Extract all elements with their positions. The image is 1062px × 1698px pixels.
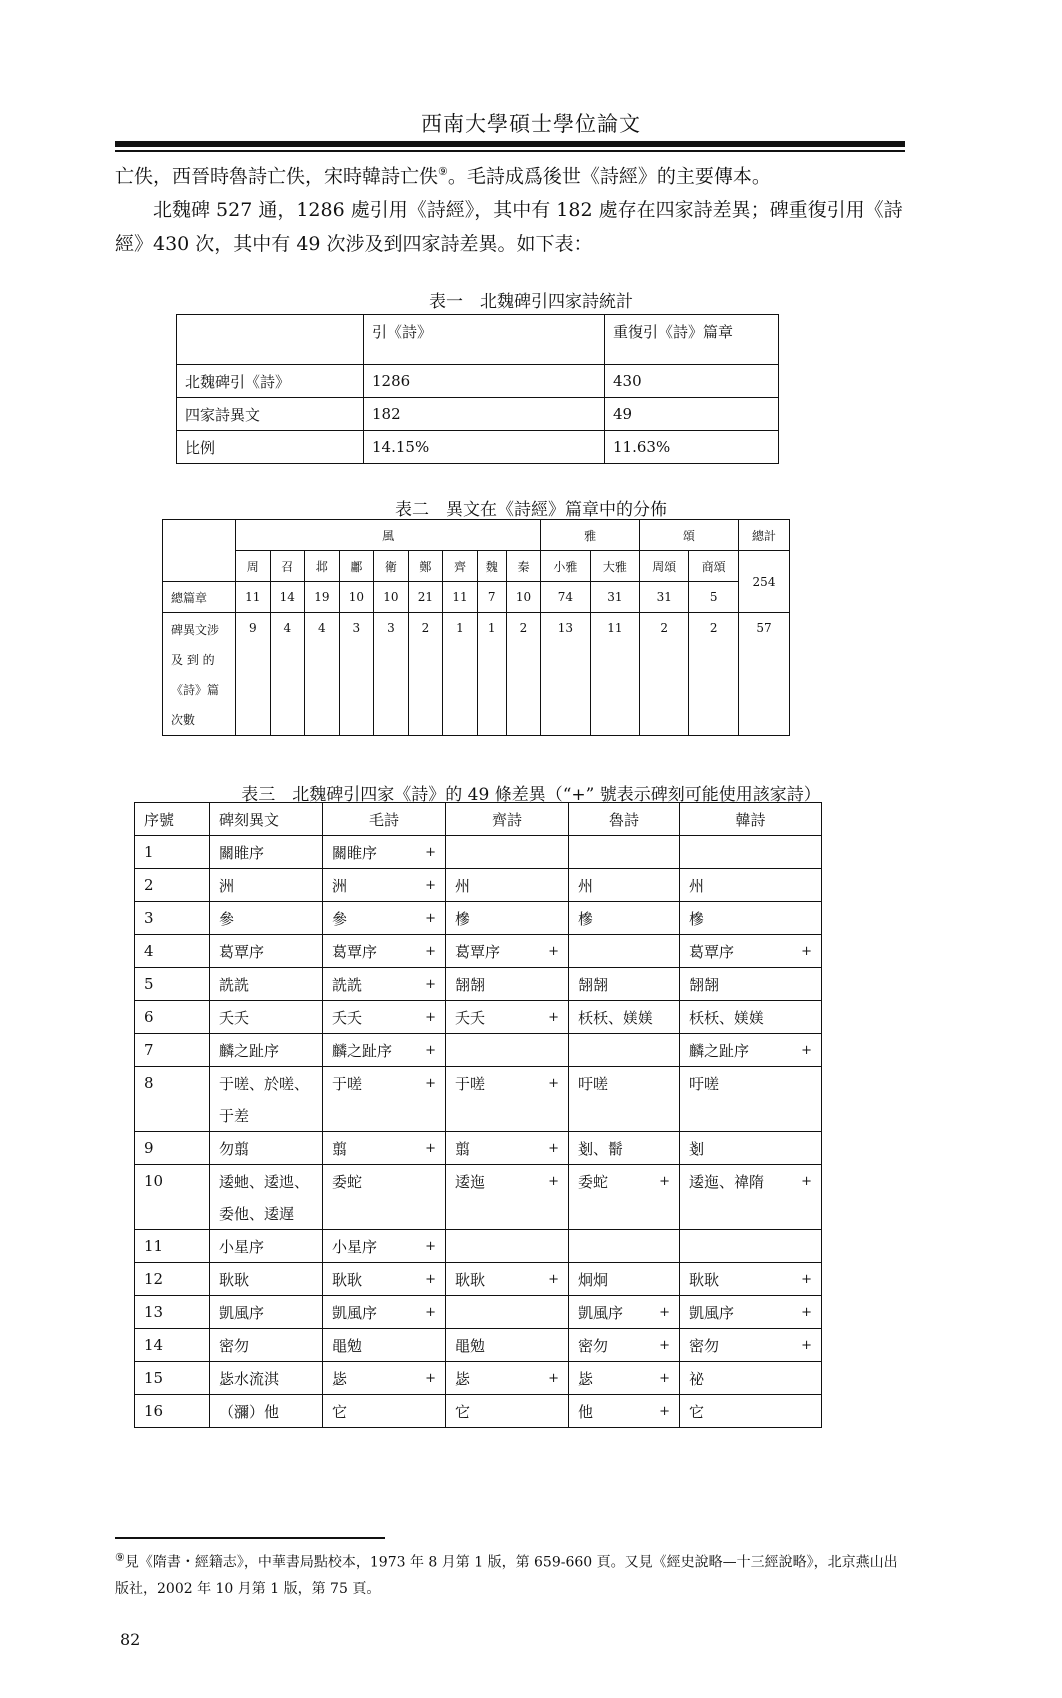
variant-text: 䎋䎋 — [578, 975, 609, 994]
table2-group-total: 總計 — [739, 520, 790, 551]
table3-caption: 表三 北魏碑引四家《詩》的 49 條差異（“+” 號表示碑刻可能使用該家詩） — [241, 785, 821, 805]
table3-stele-cell: 凱風序 — [210, 1296, 323, 1329]
variant-text: 委蛇 — [332, 1172, 363, 1191]
table3-stele-cell: 參 — [210, 902, 323, 935]
table3-lu-cell — [569, 1296, 680, 1329]
running-header: 西南大學碩士學位論文 — [421, 112, 641, 136]
table2-cell: 9 — [236, 613, 271, 736]
table3-stele-cell: 逶虵、逶迆、 委他、逶遅 — [210, 1165, 323, 1230]
plus-mark: + — [801, 1337, 812, 1353]
plus-mark: + — [425, 976, 436, 992]
variant-text: 剗、鬋 — [578, 1139, 624, 1158]
table2-group-row — [163, 520, 790, 551]
table2-subheader: 大雅 — [590, 551, 639, 582]
table1-cell: 四家詩異文 — [177, 398, 364, 431]
variant-text: 黽勉 — [455, 1336, 486, 1355]
table3-qi-cell — [446, 1296, 569, 1329]
table2-subheader: 衛 — [374, 551, 409, 582]
table2-cell: 10 — [506, 582, 541, 613]
table3-index-cell: 2 — [135, 869, 210, 902]
table2-cell: 3 — [374, 613, 409, 736]
table1-cell: 北魏碑引《詩》 — [177, 365, 364, 398]
table2-row-total — [163, 582, 790, 613]
plus-mark: + — [425, 1140, 436, 1156]
variant-text: 關睢序 — [332, 843, 378, 862]
table2-cell: 19 — [305, 582, 340, 613]
variant-text: 州 — [455, 876, 471, 895]
table3-mao-cell — [323, 1067, 446, 1132]
variant-text: 翦 — [455, 1139, 471, 1158]
table2-subheader-row — [163, 551, 790, 582]
table3-index-cell: 13 — [135, 1296, 210, 1329]
table3-stele-cell: （瀰）他 — [210, 1395, 323, 1428]
table2-cell: 31 — [590, 582, 639, 613]
table3-row — [135, 1329, 822, 1362]
table3-index-cell: 12 — [135, 1263, 210, 1296]
table3-header-cell: 齊詩 — [446, 803, 569, 836]
body-text — [115, 155, 905, 261]
table3-lu-cell — [569, 902, 680, 935]
plus-mark: + — [548, 1173, 559, 1189]
table1-caption: 表一 北魏碑引四家詩統計 — [429, 292, 633, 312]
table3-qi-cell — [446, 1230, 569, 1263]
variant-text: 參 — [332, 909, 348, 928]
table3-header-cell: 魯詩 — [569, 803, 680, 836]
table2-cell: 1 — [477, 613, 506, 736]
table3-lu-cell — [569, 1329, 680, 1362]
table3-qi-cell — [446, 1395, 569, 1428]
table2-cell: 13 — [541, 613, 590, 736]
table3-qi-cell — [446, 1067, 569, 1132]
table3-qi-cell — [446, 1001, 569, 1034]
table3 — [134, 802, 822, 1428]
plus-mark: + — [659, 1370, 670, 1386]
table3-lu-cell — [569, 1362, 680, 1395]
table3-header-cell: 毛詩 — [323, 803, 446, 836]
variant-text: 祕 — [689, 1369, 705, 1388]
variant-text: 詵詵 — [332, 975, 363, 994]
variant-text: 麟之趾序 — [332, 1041, 393, 1060]
table2-row-label: 總篇章 — [163, 582, 236, 613]
table2-cell: 11 — [236, 582, 271, 613]
paragraph-1: 亡佚，西晉時魯詩亡佚，宋時韓詩亡佚⑨。毛詩成爲後世《詩經》的主要傳本。 — [115, 165, 771, 188]
table2-subheader: 召 — [270, 551, 305, 582]
variant-text: 州 — [578, 876, 594, 895]
plus-mark: + — [425, 1009, 436, 1025]
table3-qi-cell — [446, 902, 569, 935]
table3-index-cell: 7 — [135, 1034, 210, 1067]
table2-subheader: 小雅 — [541, 551, 590, 582]
plus-mark: + — [425, 1238, 436, 1254]
table3-index-cell: 14 — [135, 1329, 210, 1362]
table3-qi-cell — [446, 1329, 569, 1362]
table3-han-cell — [680, 1296, 822, 1329]
table2-cell: 10 — [374, 582, 409, 613]
table3-han-cell — [680, 935, 822, 968]
table2-subheader: 周 — [236, 551, 271, 582]
table3-stele-cell: 麟之趾序 — [210, 1034, 323, 1067]
plus-mark: + — [801, 1042, 812, 1058]
variant-text: 枖枖、媄媄 — [578, 1008, 654, 1027]
table3-row — [135, 1296, 822, 1329]
table3-row — [135, 1034, 822, 1067]
table1-cell: 14.15% — [364, 431, 605, 464]
table3-lu-cell — [569, 1230, 680, 1263]
table1-cell: 11.63% — [605, 431, 779, 464]
plus-mark: + — [425, 943, 436, 959]
header-rule-thin — [115, 150, 905, 152]
table1-header-cell — [177, 315, 364, 365]
variant-text: 耿耿 — [689, 1270, 720, 1289]
table3-stele-cell: 洲 — [210, 869, 323, 902]
variant-text: 毖 — [332, 1369, 348, 1388]
table3-mao-cell — [323, 836, 446, 869]
variant-text: 凱風序 — [578, 1303, 624, 1322]
table2-cell: 31 — [640, 582, 689, 613]
variant-text: 洲 — [332, 876, 348, 895]
table3-han-cell — [680, 1001, 822, 1034]
table3-row — [135, 869, 822, 902]
plus-mark: + — [659, 1337, 670, 1353]
variant-text: 䎋䎋 — [689, 975, 720, 994]
table3-qi-cell — [446, 935, 569, 968]
table3-han-cell — [680, 1132, 822, 1165]
table3-han-cell — [680, 902, 822, 935]
table3-index-cell: 5 — [135, 968, 210, 1001]
table2-cell: 3 — [339, 613, 374, 736]
table1-cell: 比例 — [177, 431, 364, 464]
variant-text: 槮 — [455, 909, 471, 928]
table3-stele-cell: 葛覃序 — [210, 935, 323, 968]
plus-mark: + — [425, 910, 436, 926]
table3-mao-cell — [323, 1296, 446, 1329]
table1-row — [177, 398, 779, 431]
table3-qi-cell — [446, 1263, 569, 1296]
table3-row — [135, 1165, 822, 1230]
table2-cell: 2 — [506, 613, 541, 736]
variant-text: 它 — [455, 1402, 471, 1421]
plus-mark: + — [659, 1173, 670, 1189]
footnote-marker: ⑨ — [115, 1551, 125, 1564]
table3-han-cell — [680, 1230, 822, 1263]
table1 — [176, 314, 779, 464]
table3-lu-cell — [569, 1034, 680, 1067]
table2-cell: 2 — [689, 613, 739, 736]
table3-qi-cell — [446, 1034, 569, 1067]
table3-index-cell: 11 — [135, 1230, 210, 1263]
plus-mark: + — [425, 1304, 436, 1320]
table2-cell: 74 — [541, 582, 590, 613]
table3-han-cell — [680, 1329, 822, 1362]
table2-cell: 4 — [270, 613, 305, 736]
table2-cell: 1 — [443, 613, 478, 736]
table3-row — [135, 1362, 822, 1395]
table3-stele-cell: 詵詵 — [210, 968, 323, 1001]
variant-text: 䎋䎋 — [455, 975, 486, 994]
table3-row — [135, 1263, 822, 1296]
table3-index-cell: 6 — [135, 1001, 210, 1034]
variant-text: 翦 — [332, 1139, 348, 1158]
table2-group-feng: 風 — [236, 520, 541, 551]
plus-mark: + — [425, 877, 436, 893]
plus-mark: + — [801, 1304, 812, 1320]
table3-lu-cell — [569, 1132, 680, 1165]
table2-cell: 21 — [408, 582, 443, 613]
variant-text: 委蛇 — [578, 1172, 609, 1191]
table2-cell: 2 — [640, 613, 689, 736]
table3-index-cell: 16 — [135, 1395, 210, 1428]
plus-mark: + — [659, 1304, 670, 1320]
table3-stele-cell: 于嗟、於嗟、 于差 — [210, 1067, 323, 1132]
table2-cell: 10 — [339, 582, 374, 613]
table3-lu-cell — [569, 935, 680, 968]
variant-text: 它 — [332, 1402, 348, 1421]
variant-text: 耿耿 — [332, 1270, 363, 1289]
table3-mao-cell — [323, 902, 446, 935]
table3-mao-cell — [323, 968, 446, 1001]
table2-caption: 表二 異文在《詩經》篇章中的分佈 — [395, 500, 667, 520]
table2-cell: 7 — [477, 582, 506, 613]
table3-row — [135, 1395, 822, 1428]
table3-index-cell: 1 — [135, 836, 210, 869]
table2-subheader: 邶 — [305, 551, 340, 582]
variant-text: 槮 — [689, 909, 705, 928]
table3-row — [135, 968, 822, 1001]
table1-header-cell: 重復引《詩》篇章 — [605, 315, 779, 365]
table3-header-cell: 碑刻異文 — [210, 803, 323, 836]
variant-text: 槮 — [578, 909, 594, 928]
variant-text: 小星序 — [332, 1237, 378, 1256]
table2-cell: 14 — [270, 582, 305, 613]
table3-row — [135, 1132, 822, 1165]
plus-mark: + — [425, 1075, 436, 1091]
table3-mao-cell — [323, 1362, 446, 1395]
table1-row — [177, 365, 779, 398]
plus-mark: + — [801, 1173, 812, 1189]
variant-text: 逶迤 — [455, 1172, 486, 1191]
table1-cell: 1286 — [364, 365, 605, 398]
table3-mao-cell — [323, 1132, 446, 1165]
table2-cell: 11 — [590, 613, 639, 736]
table2-subheader: 魏 — [477, 551, 506, 582]
table1-cell: 182 — [364, 398, 605, 431]
plus-mark: + — [659, 1403, 670, 1419]
variant-text: 夭夭 — [332, 1008, 363, 1027]
table3-mao-cell — [323, 1034, 446, 1067]
table3-lu-cell — [569, 1263, 680, 1296]
table2-row-counts — [163, 613, 790, 736]
table3-row — [135, 1067, 822, 1132]
variant-text: 它 — [689, 1402, 705, 1421]
plus-mark: + — [425, 1042, 436, 1058]
table2-cell: 4 — [305, 613, 340, 736]
variant-text: 夭夭 — [455, 1008, 486, 1027]
variant-text: 枖枖、媄媄 — [689, 1008, 765, 1027]
table3-qi-cell — [446, 869, 569, 902]
plus-mark: + — [548, 943, 559, 959]
table3-lu-cell — [569, 869, 680, 902]
plus-mark: + — [548, 1271, 559, 1287]
variant-text: 州 — [689, 876, 705, 895]
plus-mark: + — [425, 844, 436, 860]
variant-text: 逶迤、禕隋 — [689, 1172, 765, 1191]
table1-cell: 430 — [605, 365, 779, 398]
variant-text: 凱風序 — [689, 1303, 735, 1322]
table2-cell: 5 — [689, 582, 739, 613]
table2-subheader: 鄭 — [408, 551, 443, 582]
variant-text: 密勿 — [578, 1336, 609, 1355]
table3-index-cell: 8 — [135, 1067, 210, 1132]
table3-stele-cell: 密勿 — [210, 1329, 323, 1362]
table3-han-cell — [680, 1165, 822, 1230]
variant-text: 葛覃序 — [455, 942, 501, 961]
footnote-rule — [115, 1537, 385, 1539]
page-number: 82 — [120, 1630, 141, 1649]
variant-text: 剗 — [689, 1139, 705, 1158]
table3-lu-cell — [569, 968, 680, 1001]
table3-stele-cell: 小星序 — [210, 1230, 323, 1263]
table3-han-cell — [680, 1395, 822, 1428]
variant-text: 凱風序 — [332, 1303, 378, 1322]
plus-mark: + — [548, 1370, 559, 1386]
variant-text: 麟之趾序 — [689, 1041, 750, 1060]
table2-group-ya: 雅 — [541, 520, 640, 551]
table3-lu-cell — [569, 1395, 680, 1428]
table3-index-cell: 3 — [135, 902, 210, 935]
plus-mark: + — [548, 1140, 559, 1156]
table2 — [162, 519, 790, 736]
table3-lu-cell — [569, 836, 680, 869]
table3-han-cell — [680, 869, 822, 902]
table3-han-cell — [680, 836, 822, 869]
table3-qi-cell — [446, 1165, 569, 1230]
variant-text: 他 — [578, 1402, 594, 1421]
plus-mark: + — [801, 1271, 812, 1287]
table3-han-cell — [680, 1362, 822, 1395]
table3-qi-cell — [446, 836, 569, 869]
table3-mao-cell — [323, 935, 446, 968]
variant-text: 吁嗟 — [689, 1074, 720, 1093]
table2-cell: 2 — [408, 613, 443, 736]
table3-header-row — [135, 803, 822, 836]
table3-mao-cell — [323, 1329, 446, 1362]
table3-index-cell: 15 — [135, 1362, 210, 1395]
table3-index-cell: 10 — [135, 1165, 210, 1230]
table1-cell: 49 — [605, 398, 779, 431]
paragraph-2: 北魏碑 527 通，1286 處引用《詩經》，其中有 182 處存在四家詩差異；碑重復引用《詩經》430 次，其中有 49 次涉及到四家詩差異。如下表： — [115, 199, 903, 256]
plus-mark: + — [548, 1075, 559, 1091]
table3-header-cell: 韓詩 — [680, 803, 822, 836]
table3-qi-cell — [446, 1132, 569, 1165]
table3-mao-cell — [323, 1263, 446, 1296]
table2-total-value: 254 — [739, 551, 790, 613]
table3-mao-cell — [323, 1230, 446, 1263]
variant-text: 葛覃序 — [332, 942, 378, 961]
table3-row — [135, 1001, 822, 1034]
table1-header-row — [177, 315, 779, 365]
table2-cell: 11 — [443, 582, 478, 613]
table3-stele-cell: 夭夭 — [210, 1001, 323, 1034]
table2-subheader: 周頌 — [640, 551, 689, 582]
header-rule-thick — [115, 141, 905, 147]
table3-index-cell: 9 — [135, 1132, 210, 1165]
footnote: ⑨見《隋書・經籍志》，中華書局點校本，1973 年 8 月第 1 版，第 659-660 頁。又見《經史說略—十三經說略》，北京燕山出版社，2002 年 10 月第 1 版，第 75 頁。 — [115, 1551, 898, 1597]
table3-qi-cell — [446, 1362, 569, 1395]
variant-text: 于嗟 — [332, 1074, 363, 1093]
table3-header-cell: 序號 — [135, 803, 210, 836]
table3-mao-cell — [323, 869, 446, 902]
table2-corner — [163, 520, 236, 582]
plus-mark: + — [548, 1009, 559, 1025]
table2-subheader: 齊 — [443, 551, 478, 582]
table2-group-song: 頌 — [640, 520, 739, 551]
table3-lu-cell — [569, 1001, 680, 1034]
table3-lu-cell — [569, 1165, 680, 1230]
table3-index-cell: 4 — [135, 935, 210, 968]
table2-cell: 57 — [739, 613, 790, 736]
variant-text: 毖 — [455, 1369, 471, 1388]
table3-stele-cell: 耿耿 — [210, 1263, 323, 1296]
table3-row — [135, 836, 822, 869]
variant-text: 密勿 — [689, 1336, 720, 1355]
variant-text: 黽勉 — [332, 1336, 363, 1355]
table3-han-cell — [680, 1067, 822, 1132]
table2-subheader: 秦 — [506, 551, 541, 582]
table3-stele-cell: 毖水流淇 — [210, 1362, 323, 1395]
table3-stele-cell: 勿翦 — [210, 1132, 323, 1165]
table3-mao-cell — [323, 1165, 446, 1230]
plus-mark: + — [425, 1370, 436, 1386]
table2-subheader: 鄘 — [339, 551, 374, 582]
table3-han-cell — [680, 1263, 822, 1296]
table3-han-cell — [680, 1034, 822, 1067]
table3-body — [135, 803, 822, 1428]
table3-qi-cell — [446, 968, 569, 1001]
table1-row — [177, 431, 779, 464]
table2-subheader: 商頌 — [689, 551, 739, 582]
variant-text: 毖 — [578, 1369, 594, 1388]
table3-mao-cell — [323, 1395, 446, 1428]
table1-header-cell: 引《詩》 — [364, 315, 605, 365]
table3-mao-cell — [323, 1001, 446, 1034]
table3-row — [135, 1230, 822, 1263]
table2-row-label: 碑異文涉 及 到 的 《詩》篇 次數 — [163, 613, 236, 736]
table3-row — [135, 902, 822, 935]
variant-text: 耿耿 — [455, 1270, 486, 1289]
plus-mark: + — [425, 1271, 436, 1287]
footnote-ref[interactable]: ⑨ — [438, 165, 448, 178]
plus-mark: + — [801, 943, 812, 959]
table3-han-cell — [680, 968, 822, 1001]
variant-text: 炯炯 — [578, 1270, 609, 1289]
table3-row — [135, 935, 822, 968]
variant-text: 吁嗟 — [578, 1074, 609, 1093]
variant-text: 于嗟 — [455, 1074, 486, 1093]
table3-lu-cell — [569, 1067, 680, 1132]
table3-stele-cell: 關睢序 — [210, 836, 323, 869]
variant-text: 葛覃序 — [689, 942, 735, 961]
